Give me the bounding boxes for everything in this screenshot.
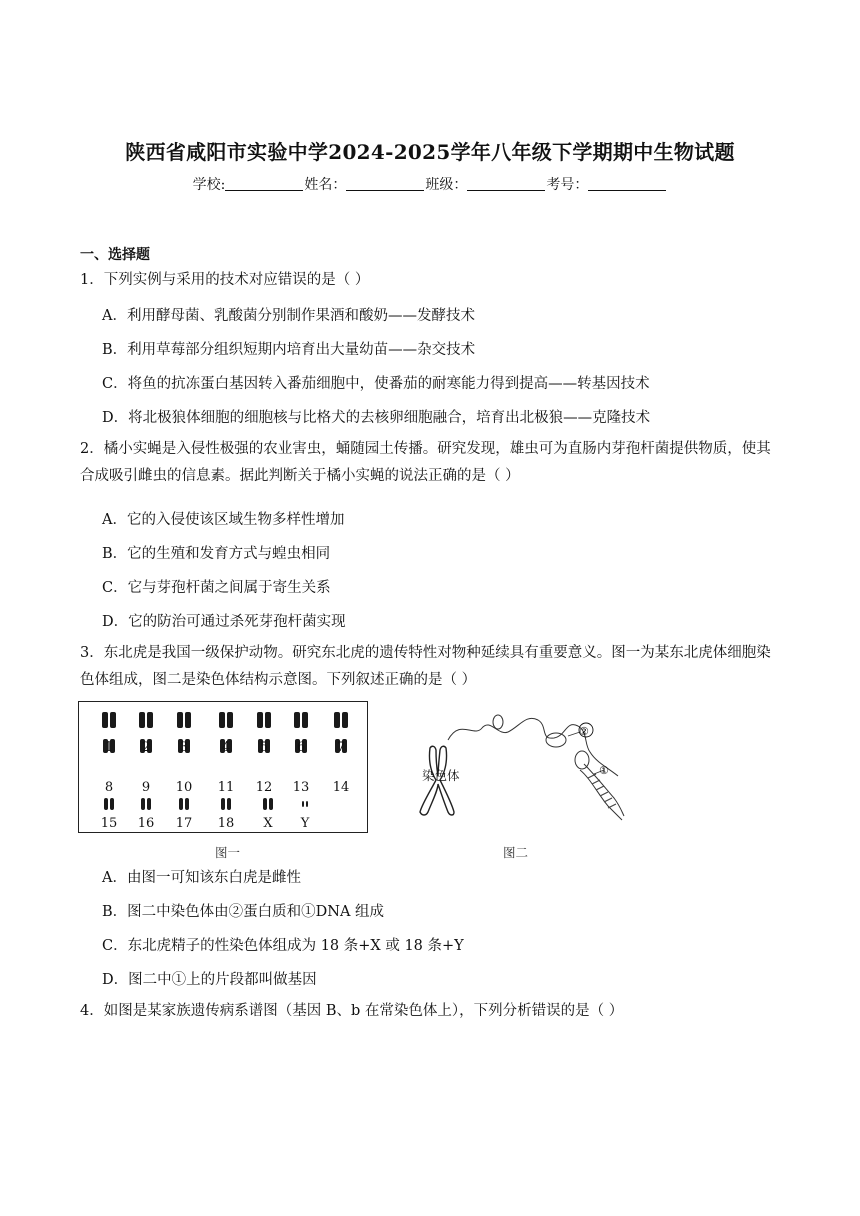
karyotype-label-13: 13 bbox=[292, 780, 310, 795]
exam-no-blank[interactable] bbox=[588, 176, 666, 191]
q2-option-c: C．它与芽孢杆菌之间属于寄生关系 bbox=[102, 580, 331, 596]
karyotype-label-12: 12 bbox=[255, 780, 273, 795]
q2-option-d: D．它的防治可通过杀死芽孢杆菌实现 bbox=[102, 614, 346, 630]
label-2: ② bbox=[579, 725, 589, 738]
chromosome-label: 染色体 bbox=[422, 768, 460, 783]
q2-stem: 2．橘小实蝇是入侵性极强的农业害虫，蛹随园土传播。研究发现，雄虫可为直肠内芽孢杆菌提供物质，使其合成吸引雌虫的信息素。据此判断关于橘小实蝇的说法正确的是（ ） bbox=[80, 441, 771, 484]
karyotype-label-Y: Y bbox=[300, 816, 310, 831]
exam-no-label: 考号： bbox=[546, 177, 589, 193]
q2-option-a: A．它的入侵使该区域生物多样性增加 bbox=[102, 512, 345, 528]
karyotype-chromosome-Y bbox=[302, 801, 308, 807]
q3-option-a: A．由图一可知该东白虎是雌性 bbox=[102, 870, 301, 886]
section-heading: 一、选择题 bbox=[80, 247, 150, 263]
protein-ellipse-2 bbox=[546, 733, 566, 747]
karyotype-chromosome-16 bbox=[141, 798, 151, 810]
karyotype-label-8: 8 bbox=[104, 780, 114, 795]
q1-option-c: C．将鱼的抗冻蛋白基因转入番茄细胞中，使番茄的耐寒能力得到提高——转基因技术 bbox=[102, 376, 650, 392]
karyotype-label-6: 6 bbox=[296, 740, 306, 755]
q2-option-b: B．它的生殖和发育方式与蝗虫相同 bbox=[102, 546, 331, 562]
karyotype-figure bbox=[78, 701, 368, 833]
karyotype-label-5: 5 bbox=[259, 740, 269, 755]
figure-2-caption: 图二 bbox=[503, 845, 529, 860]
q3-stem: 3．东北虎是我国一级保护动物。研究东北虎的遗传特性对物种延续具有重要意义。图一为某东北虎体细胞染色体组成，图二是染色体结构示意图。下列叙述正确的是（ ） bbox=[80, 645, 771, 688]
karyotype-label-9: 9 bbox=[141, 780, 151, 795]
karyotype-label-16: 16 bbox=[137, 816, 155, 831]
school-blank[interactable] bbox=[225, 176, 303, 191]
karyotype-chromosome-15 bbox=[104, 798, 114, 810]
karyotype-label-15: 15 bbox=[100, 816, 118, 831]
karyotype-chromosome-2 bbox=[139, 712, 153, 728]
karyotype-label-14: 14 bbox=[332, 780, 350, 795]
q1-option-a: A．利用酵母菌、乳酸菌分别制作果酒和酸奶——发酵技术 bbox=[102, 308, 475, 324]
karyotype-chromosome-5 bbox=[257, 712, 271, 728]
karyotype-chromosome-3 bbox=[177, 712, 191, 728]
karyotype-label-1: 1 bbox=[104, 740, 114, 755]
chromosome-structure-figure bbox=[408, 708, 633, 838]
karyotype-label-11: 11 bbox=[217, 780, 235, 795]
dna-double-helix bbox=[588, 774, 616, 808]
karyotype-chromosome-6 bbox=[294, 712, 308, 728]
q3-option-b: B．图二中染色体由②蛋白质和①DNA 组成 bbox=[102, 904, 385, 920]
karyotype-chromosome-7 bbox=[334, 712, 348, 728]
q3-option-c: C．东北虎精子的性染色体组成为 18 条+X 或 18 条+Y bbox=[102, 938, 464, 954]
student-info-line bbox=[0, 174, 860, 194]
karyotype-chromosomes bbox=[79, 702, 367, 832]
karyotype-chromosome-18 bbox=[221, 798, 231, 810]
karyotype-label-3: 3 bbox=[179, 740, 189, 755]
class-blank[interactable] bbox=[467, 176, 545, 191]
name-blank[interactable] bbox=[346, 176, 424, 191]
karyotype-chromosome-1 bbox=[102, 712, 116, 728]
name-label: 姓名： bbox=[304, 177, 347, 193]
protein-ellipse-3 bbox=[575, 751, 589, 769]
karyotype-label-18: 18 bbox=[217, 816, 235, 831]
q1-stem: 1．下列实例与采用的技术对应错误的是（ ） bbox=[80, 272, 370, 288]
school-label: 学校: bbox=[192, 177, 226, 193]
figure-1-caption: 图一 bbox=[215, 845, 241, 860]
q1-option-b: B．利用草莓部分组织短期内培育出大量幼苗——杂交技术 bbox=[102, 342, 476, 358]
q3-option-d: D．图二中①上的片段都叫做基因 bbox=[102, 972, 317, 988]
karyotype-label-2: 2 bbox=[141, 740, 151, 755]
q4-stem: 4．如图是某家族遗传病系谱图（基因 B、b 在常染色体上），下列分析错误的是（ ） bbox=[80, 1003, 624, 1019]
karyotype-label-17: 17 bbox=[175, 816, 193, 831]
page-title: 陕西省咸阳市实验中学2024-2025学年八年级下学期期中生物试题 bbox=[125, 140, 735, 164]
protein-ellipse bbox=[493, 715, 503, 729]
karyotype-label-X: X bbox=[263, 816, 273, 831]
karyotype-chromosome-4 bbox=[219, 712, 233, 728]
q1-option-d: D．将北极狼体细胞的细胞核与比格犬的去核卵细胞融合，培育出北极狼——克隆技术 bbox=[102, 410, 651, 426]
class-label: 班级： bbox=[425, 177, 468, 193]
karyotype-label-4: 4 bbox=[221, 740, 231, 755]
karyotype-chromosome-X bbox=[263, 798, 273, 810]
label-1: ① bbox=[599, 764, 609, 777]
karyotype-chromosome-17 bbox=[179, 798, 189, 810]
karyotype-label-7: 7 bbox=[336, 740, 346, 755]
karyotype-label-10: 10 bbox=[175, 780, 193, 795]
